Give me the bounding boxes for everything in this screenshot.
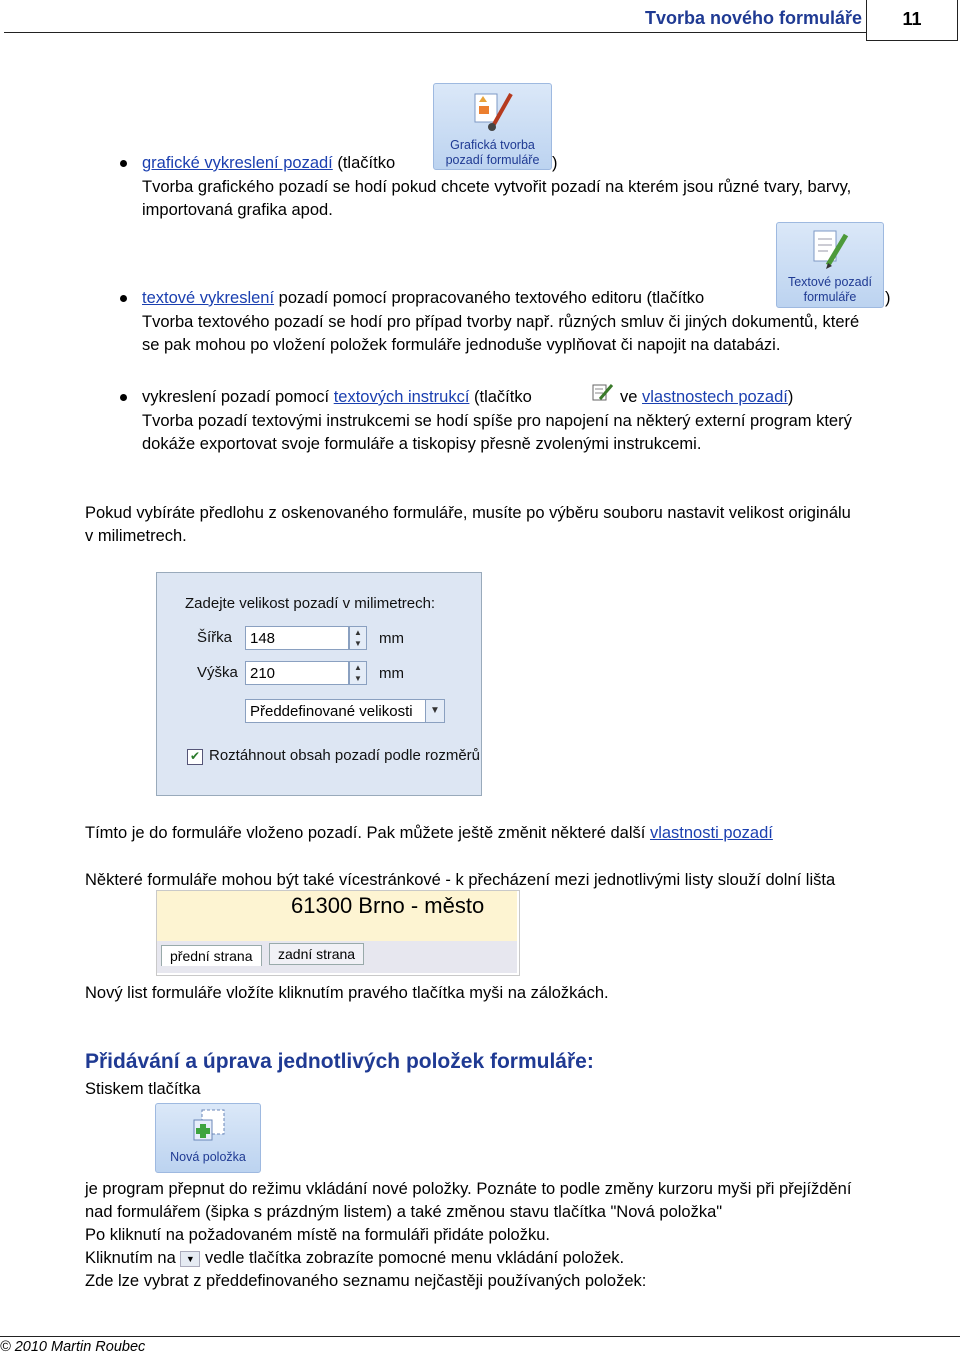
section-last-line: Zde lze vybrat z předdefinovaného seznamu nejčastěji používaných položek: [85,1272,647,1290]
pencil-icon [808,225,852,271]
press-label: Stiskem tlačítka [85,1080,201,1098]
link-text-instructions[interactable]: textových instrukcí [333,388,470,406]
form-field-preview [157,891,517,941]
bullet-2-desc-1: Tvorba textového pozadí se hodí pro případ tvorby např. různých smluv či jiných dokumentů, které [142,313,860,331]
brush-icon [469,88,517,134]
header-rule [4,32,867,33]
paren-close: ) [552,154,558,172]
chevron-down-icon[interactable]: ▼ [425,699,445,723]
bullet-3-line: vykreslení pozadí pomocí textových instrukcí (tlačítko [142,388,532,406]
bullet-2-line: textové vykreslení pozadí pomocí propracovaného textového editoru (tlačítko [142,289,705,307]
para-size-1: Pokud vybíráte předlohu z oskenovaného formuláře, musíte po výběru souboru nastavit velikost originálu [85,504,851,522]
section-line-2: nad formulářem (šipka s prázdným listem) a také změnou stavu tlačítka "Nová položka" [85,1203,723,1221]
preset-size-value: Předdefinované velikosti [250,703,413,720]
preset-size-select[interactable] [245,699,445,723]
link-background-properties-2[interactable]: vlastnosti pozadí [649,824,773,842]
stretch-checkbox-label: Roztáhnout obsah pozadí podle rozměrů [209,747,481,764]
para-size-2: v milimetrech. [85,527,187,545]
width-input[interactable]: 148 [245,626,349,650]
size-dialog [156,572,482,796]
new-item-button-label: Nová položka [170,1150,246,1164]
para-new-sheet: Nový list formuláře vložíte kliknutím pravého tlačítka myši na záložkách. [85,984,609,1002]
link-text-background[interactable]: textové vykreslení [142,289,275,307]
footer-rule [0,1336,960,1337]
bullet-dot [120,295,127,302]
add-item-icon [188,1106,228,1146]
sheet-tab-strip [156,890,520,976]
height-input[interactable]: 210 [245,661,349,685]
section-line-3: Po kliknutí na požadovaném místě na formuláři přidáte položku. [85,1226,550,1244]
stretch-checkbox[interactable]: ✔ [187,749,203,765]
bullet-1-desc-2: importovaná grafika apod. [142,201,333,219]
section-heading: Přidávání a úprava jednotlivých položek formuláře: [85,1050,594,1073]
form-field-text: 61300 Brno - město [291,893,485,918]
bullet-1-line: grafické vykreslení pozadí (tlačítko [142,154,396,172]
bullet-2-desc-2: se pak mohou po vložení položek formuláře jednoduše vyplňovat či napojit na databázi. [142,336,781,354]
height-unit: mm [379,665,404,682]
paren-close: ) [885,289,891,307]
width-label: Šířka [197,629,233,646]
section-line-1: je program přepnut do režimu vkládání nové položky. Poznáte to podle změny kurzoru myši při přejíždění [85,1180,852,1198]
bullet-dot [120,394,127,401]
height-spinner[interactable]: ▲ ▼ [349,661,367,685]
text-background-button-line2: formuláře [803,290,857,304]
para-inserted: Tímto je do formuláře vloženo pozadí. Pak můžete ještě změnit některé další vlastnosti pozadí [85,824,773,842]
bullet-1-desc-1: Tvorba grafického pozadí se hodí pokud chcete vytvořit pozadí na kterém jsou různé tvary, barvy, [142,178,852,196]
height-label: Výška [197,664,238,681]
text-background-button[interactable] [776,222,884,308]
new-item-button[interactable] [155,1103,261,1173]
width-spinner[interactable]: ▲ ▼ [349,626,367,650]
running-header-title: Tvorba nového formuláře [644,8,862,28]
dropdown-arrow-icon[interactable]: ▼ [180,1251,200,1267]
dialog-title: Zadejte velikost pozadí v milimetrech: [185,595,436,612]
tab-bar [157,941,517,973]
tab-back-side[interactable]: zadní strana [269,943,364,965]
tab-front-side[interactable]: přední strana [161,945,262,966]
para-multipage: Některé formuláře mohou být také vícestránkové - k přecházení mezi jednotlivými listy slouží dolní lišta [85,871,836,889]
bullet-3-line-end: ve vlastnostech pozadí) [620,388,794,406]
page-number: 11 [866,0,958,41]
footer-copyright: © 2010 Martin Roubec [0,1339,146,1355]
width-unit: mm [379,630,404,647]
text-background-button-line1: Textové pozadí [787,275,873,289]
bullet-3-desc-2: dokáže exportovat svoje formuláře a tiskopisy přesně zvolenými instrukcemi. [142,435,702,453]
section-dropdown-line: Kliknutím na ▼ vedle tlačítka zobrazíte pomocné menu vkládání položek. [85,1249,625,1267]
link-background-properties[interactable]: vlastnostech pozadí [642,388,788,406]
bullet-3-desc-1: Tvorba pozadí textovými instrukcemi se hodí spíše pro napojení na některý externí program který [142,412,852,430]
edit-instructions-icon[interactable] [592,382,614,402]
graphic-background-button-line1: Grafická tvorba [450,138,535,152]
bullet-dot [120,160,127,167]
link-graphic-background[interactable]: grafické vykreslení pozadí [142,154,333,172]
graphic-background-button-line2: pozadí formuláře [445,153,540,167]
graphic-background-button[interactable] [433,83,552,170]
